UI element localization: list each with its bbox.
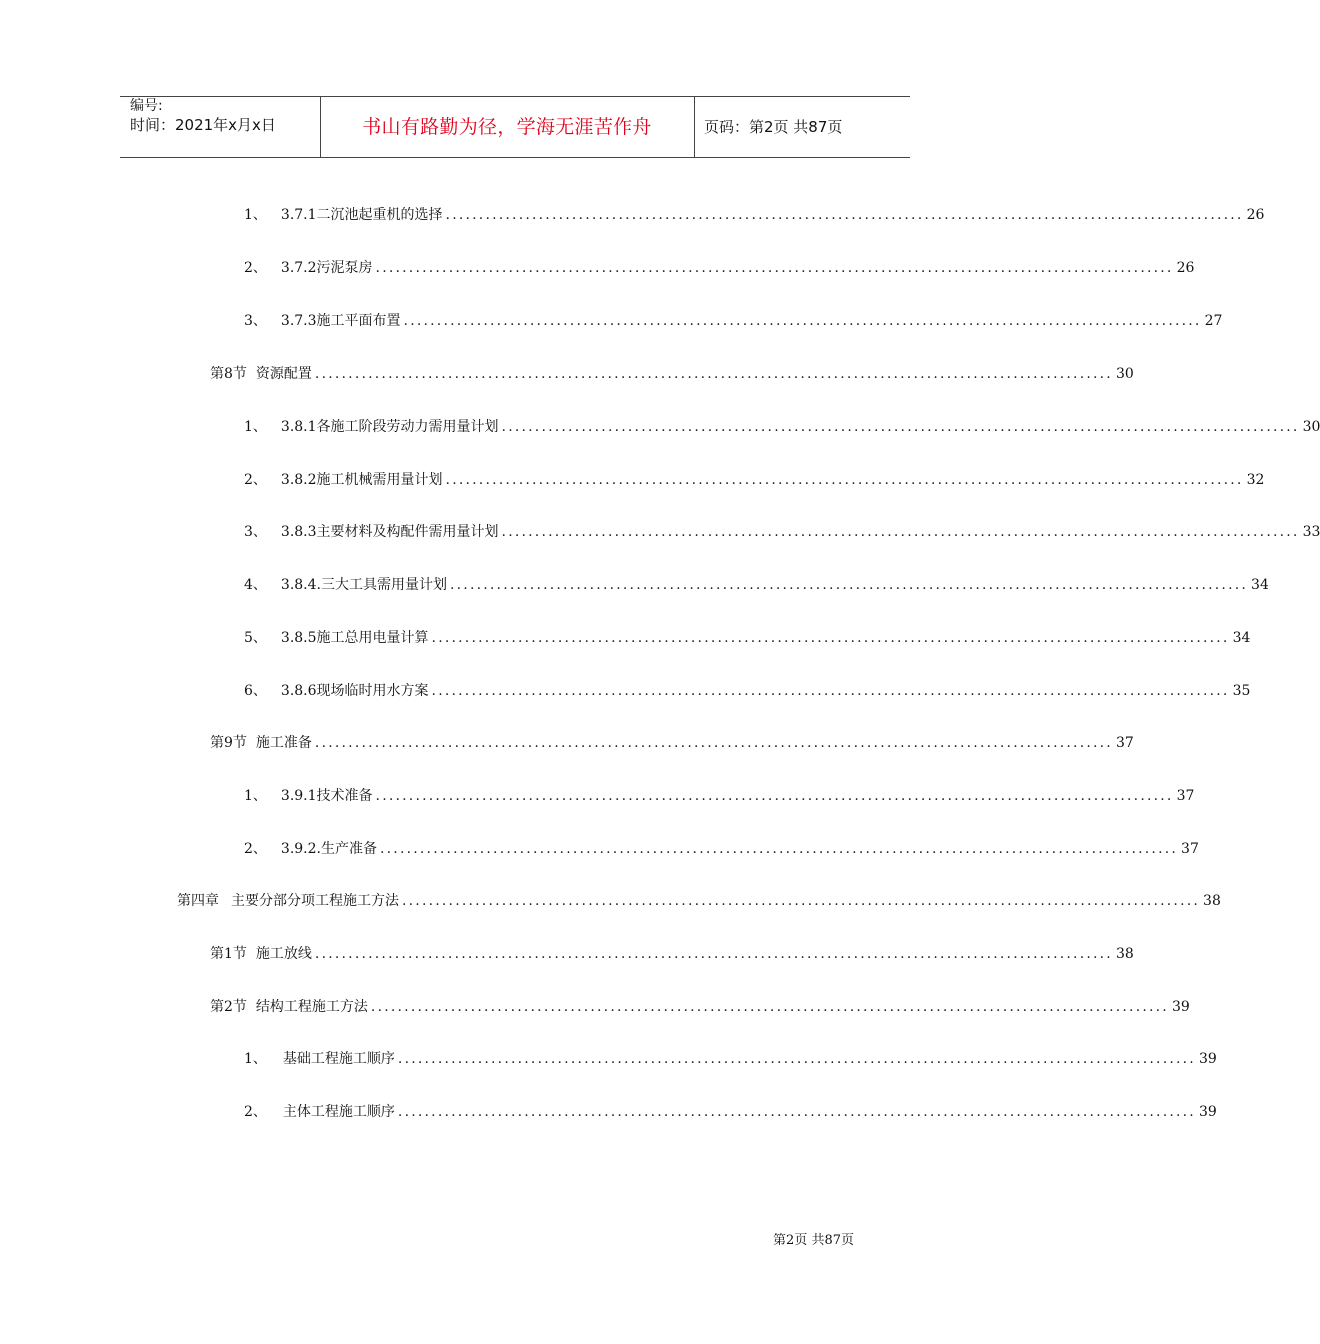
toc-entry-page: 38 [1115,946,1134,962]
header-motto-cell [320,97,695,157]
toc-dot-leader: ........................................................................................................................ [431,630,1230,646]
toc-entry-page: 37 [1176,788,1195,804]
toc-entry-number: 2、 [244,1104,267,1120]
toc-entry[interactable] [244,785,1195,807]
toc-entry-page: 33 [1302,524,1320,540]
toc-entry[interactable] [210,363,1134,385]
toc-entry-title: 3.9.2.生产准备 [280,841,377,857]
page-footer: 第2页 共87页 [773,1233,854,1248]
header-page-info: 页码：第2页 共87页 [704,118,843,136]
toc-entry[interactable] [244,469,1265,491]
toc-dot-leader: ........................................................................................................................ [397,1051,1196,1067]
toc-entry-number: 第1节 [210,946,247,962]
toc-entry[interactable] [244,574,1269,596]
toc-entry-title: 3.8.3主要材料及构配件需用量计划 [280,524,499,540]
toc-entry-page: 32 [1246,472,1265,488]
toc-entry[interactable] [177,890,1221,912]
toc-entry[interactable] [244,1101,1217,1123]
toc-entry-title: 3.8.1各施工阶段劳动力需用量计划 [280,419,499,435]
toc-entry[interactable] [210,732,1134,754]
toc-dot-leader: ........................................................................................................................ [431,683,1230,699]
toc-entry-number: 6、 [244,683,267,699]
toc-entry-number: 5、 [244,630,267,646]
toc-entry[interactable] [244,1048,1217,1070]
toc-entry-title: 3.8.5施工总用电量计算 [280,630,429,646]
toc-entry-number: 2、 [244,260,267,276]
toc-entry-number: 第9节 [210,735,247,751]
toc-entry-title: 主要分部分项工程施工方法 [231,893,399,909]
toc-entry-title: 3.8.6现场临时用水方案 [280,683,429,699]
header-page-cell [694,97,910,157]
toc-dot-leader: ........................................................................................................................ [314,946,1113,962]
toc-entry-page: 34 [1232,630,1251,646]
toc-dot-leader: ........................................................................................................................ [397,1104,1196,1120]
toc-dot-leader: ........................................................................................................................ [445,207,1244,223]
toc-entry-number: 1、 [244,1051,267,1067]
toc-dot-leader: ........................................................................................................................ [314,366,1113,382]
toc-entry-number: 2、 [244,841,267,857]
toc-entry-page: 30 [1115,366,1134,382]
document-number-label: 编号: [130,98,163,114]
toc-entry[interactable] [244,838,1199,860]
toc-dot-leader: ........................................................................................................................ [501,419,1300,435]
toc-entry-title: 基础工程施工顺序 [282,1051,395,1067]
toc-entry-number: 第2节 [210,999,247,1015]
toc-entry-title: 施工放线 [255,946,312,962]
toc-entry-number: 第8节 [210,366,247,382]
toc-entry-number: 4、 [244,577,267,593]
toc-dot-leader: ........................................................................................................................ [370,999,1169,1015]
page-header [120,96,910,158]
toc-dot-leader: ........................................................................................................................ [402,893,1201,909]
toc-entry-title: 施工准备 [255,735,312,751]
toc-entry-page: 38 [1203,893,1221,909]
toc-entry[interactable] [244,204,1265,226]
toc-entry-page: 39 [1171,999,1190,1015]
header-motto: 书山有路勤为径，学海无涯苦作舟 [362,116,652,138]
toc-entry-page: 39 [1198,1051,1217,1067]
toc-entry[interactable] [244,680,1251,702]
toc-entry[interactable] [210,943,1134,965]
toc-entry-number: 3、 [244,313,267,329]
toc-entry-title: 主体工程施工顺序 [282,1104,395,1120]
toc-entry-number: 1、 [244,419,267,435]
toc-entry-page: 39 [1198,1104,1217,1120]
toc-entry-page: 35 [1232,683,1251,699]
toc-entry-page: 30 [1302,419,1320,435]
toc-entry-page: 34 [1251,577,1269,593]
toc-entry-page: 26 [1176,260,1195,276]
toc-dot-leader: ........................................................................................................................ [450,577,1249,593]
toc-dot-leader: ........................................................................................................................ [375,260,1174,276]
toc-entry[interactable] [244,310,1223,332]
toc-entry-page: 37 [1181,841,1199,857]
toc-dot-leader: ........................................................................................................................ [375,788,1174,804]
toc-entry-number: 2、 [244,472,267,488]
toc-entry[interactable] [244,257,1195,279]
toc-entry[interactable] [244,521,1320,543]
toc-entry-number: 1、 [244,788,267,804]
toc-entry-page: 27 [1204,313,1223,329]
toc-entry-number: 3、 [244,524,267,540]
toc-entry[interactable] [244,627,1251,649]
toc-entry-page: 37 [1115,735,1134,751]
toc-entry-title: 资源配置 [255,366,312,382]
toc-dot-leader: ........................................................................................................................ [445,472,1244,488]
toc-entry-title: 3.9.1技术准备 [280,788,373,804]
toc-entry-title: 3.7.2污泥泵房 [280,260,373,276]
toc-entry[interactable] [210,996,1190,1018]
toc-entry-title: 3.8.4.三大工具需用量计划 [280,577,447,593]
document-time-label: 时间：2021年x月x日 [130,116,276,134]
toc-dot-leader: ........................................................................................................................ [403,313,1202,329]
toc-dot-leader: ........................................................................................................................ [501,524,1300,540]
header-info-cell [120,97,321,157]
toc-entry-number: 1、 [244,207,267,223]
toc-entry-title: 结构工程施工方法 [255,999,368,1015]
toc-entry-title: 3.7.1二沉池起重机的选择 [280,207,443,223]
toc-entry-title: 3.8.2施工机械需用量计划 [280,472,443,488]
toc-entry[interactable] [244,416,1320,438]
toc-entry-number: 第四章 [177,893,219,909]
toc-dot-leader: ........................................................................................................................ [314,735,1113,751]
toc-dot-leader: ........................................................................................................................ [380,841,1179,857]
toc-entry-title: 3.7.3施工平面布置 [280,313,401,329]
toc-entry-page: 26 [1246,207,1265,223]
